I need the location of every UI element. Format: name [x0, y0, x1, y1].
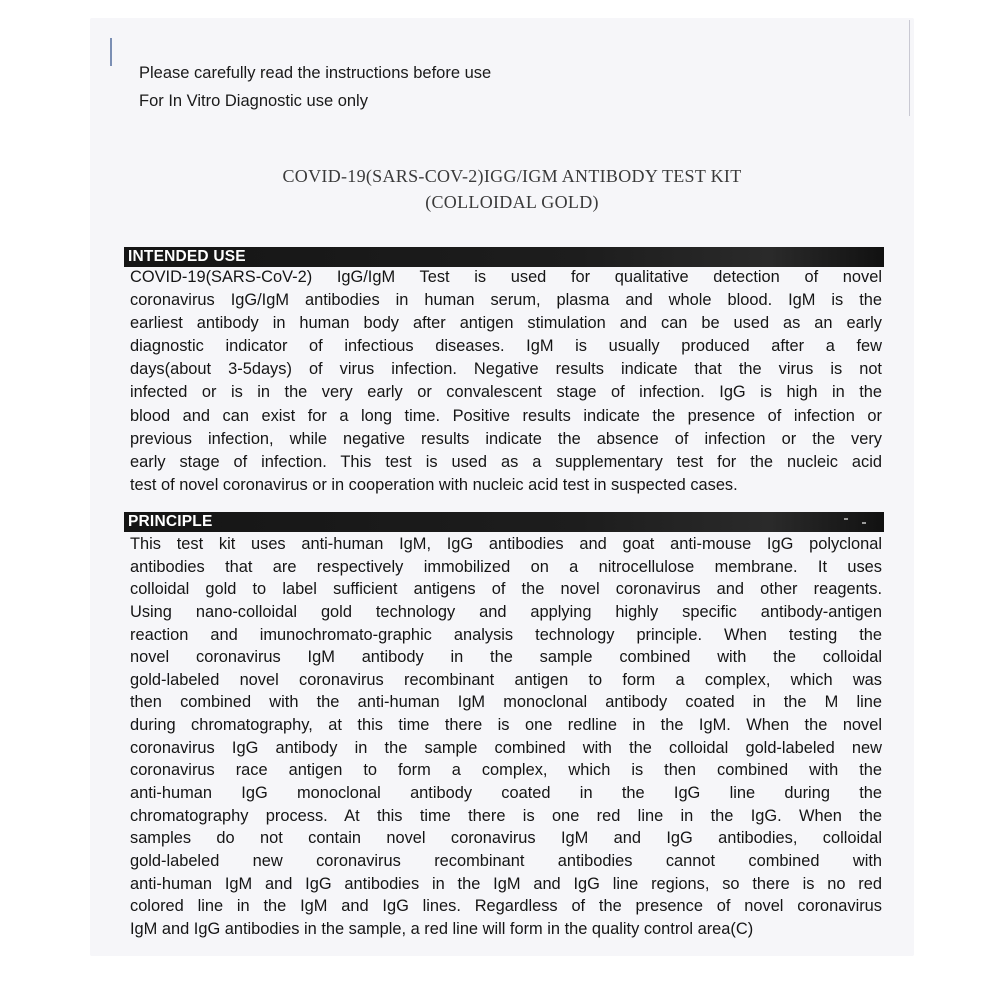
body-text-line: gold-labeled novel coronavirus recombinant antigen to form a complex, which was [130, 670, 882, 689]
body-text-line: Using nano-colloidal gold technology and applying highly specific antibody-antigen [130, 602, 882, 621]
principle-body [130, 533, 882, 941]
body-text-line: colloidal gold to label sufficient antigens of the novel coronavirus and other reagents. [130, 580, 882, 599]
body-text-line: gold-labeled new coronavirus recombinant antibodies cannot combined with [130, 851, 882, 870]
section-bar-intended-use [124, 247, 884, 267]
print-speck [844, 518, 848, 520]
body-text-line: coronavirus race antigen to form a complex, which is then combined with the [130, 761, 882, 780]
body-text-line: infected or is in the very early or convalescent stage of infection. IgG is high in the [130, 383, 882, 402]
body-text-line: days(about 3-5days) of virus infection. Negative results indicate that the virus is not [130, 360, 882, 379]
body-text-line: test of novel coronavirus or in cooperation with nucleic acid test in suspected cases. [130, 475, 738, 494]
body-text-line: reaction and imunochromato-graphic analysis technology principle. When testing the [130, 625, 882, 644]
section-bar-principle [124, 512, 884, 532]
kit-subtitle: (COLLOIDAL GOLD) [425, 192, 599, 212]
body-text-line: anti-human IgM and IgG antibodies in the IgM and IgG line regions, so there is no red [130, 874, 882, 893]
intended-use-body [130, 266, 882, 497]
body-text-line: blood and can exist for a long time. Positive results indicate the presence of infection or [130, 406, 882, 425]
print-speck [862, 522, 866, 524]
body-text-line: antibodies that are respectively immobilized on a nitrocellulose membrane. It uses [130, 557, 882, 576]
body-text-line: COVID-19(SARS-CoV-2) IgG/IgM Test is used for qualitative detection of novel [130, 268, 882, 286]
body-text-line: coronavirus IgG/IgM antibodies in human serum, plasma and whole blood. IgM is the [130, 291, 882, 310]
section-heading-principle: PRINCIPLE [128, 513, 213, 530]
body-text-line: earliest antibody in human body after antigen stimulation and can be used as an early [130, 314, 882, 333]
body-text-line: coronavirus IgG antibody in the sample combined with the colloidal gold-labeled new [130, 738, 882, 757]
body-text-line: samples do not contain novel coronavirus IgM and IgG antibodies, colloidal [130, 829, 882, 848]
kit-title: COVID-19(SARS-COV-2)IGG/IGM ANTIBODY TEST KIT [282, 166, 742, 186]
body-text-line: IgM and IgG antibodies in the sample, a red line will form in the quality control area(C) [130, 919, 754, 938]
body-text-line: novel coronavirus IgM antibody in the sample combined with the colloidal [130, 648, 882, 667]
body-text-line: then combined with the anti-human IgM monoclonal antibody coated in the M line [130, 693, 882, 712]
body-text-line: early stage of infection. This test is used as a supplementary test for the nucleic acid [130, 452, 882, 471]
ivd-use-notice: For In Vitro Diagnostic use only [139, 92, 368, 110]
section-heading-intended-use: INTENDED USE [128, 248, 246, 265]
page-edge-line [909, 20, 910, 116]
body-text-line: during chromatography, at this time there is one redline in the IgM. When the novel [130, 716, 882, 735]
read-instructions-notice: Please carefully read the instructions before use [139, 64, 492, 82]
body-text-line: This test kit uses anti-human IgM, IgG antibodies and goat anti-mouse IgG polyclonal [130, 535, 882, 553]
body-text-line: chromatography process. At this time there is one red line in the IgG. When the [130, 806, 882, 825]
body-text-line: previous infection, while negative results indicate the absence of infection or the very [130, 429, 882, 448]
body-text-line: colored line in the IgM and IgG lines. Regardless of the presence of novel coronavirus [130, 897, 882, 916]
body-text-line: anti-human IgG monoclonal antibody coated in the IgG line during the [130, 784, 882, 803]
margin-mark [110, 38, 112, 66]
body-text-line: diagnostic indicator of infectious diseases. IgM is usually produced after a few [130, 337, 882, 356]
